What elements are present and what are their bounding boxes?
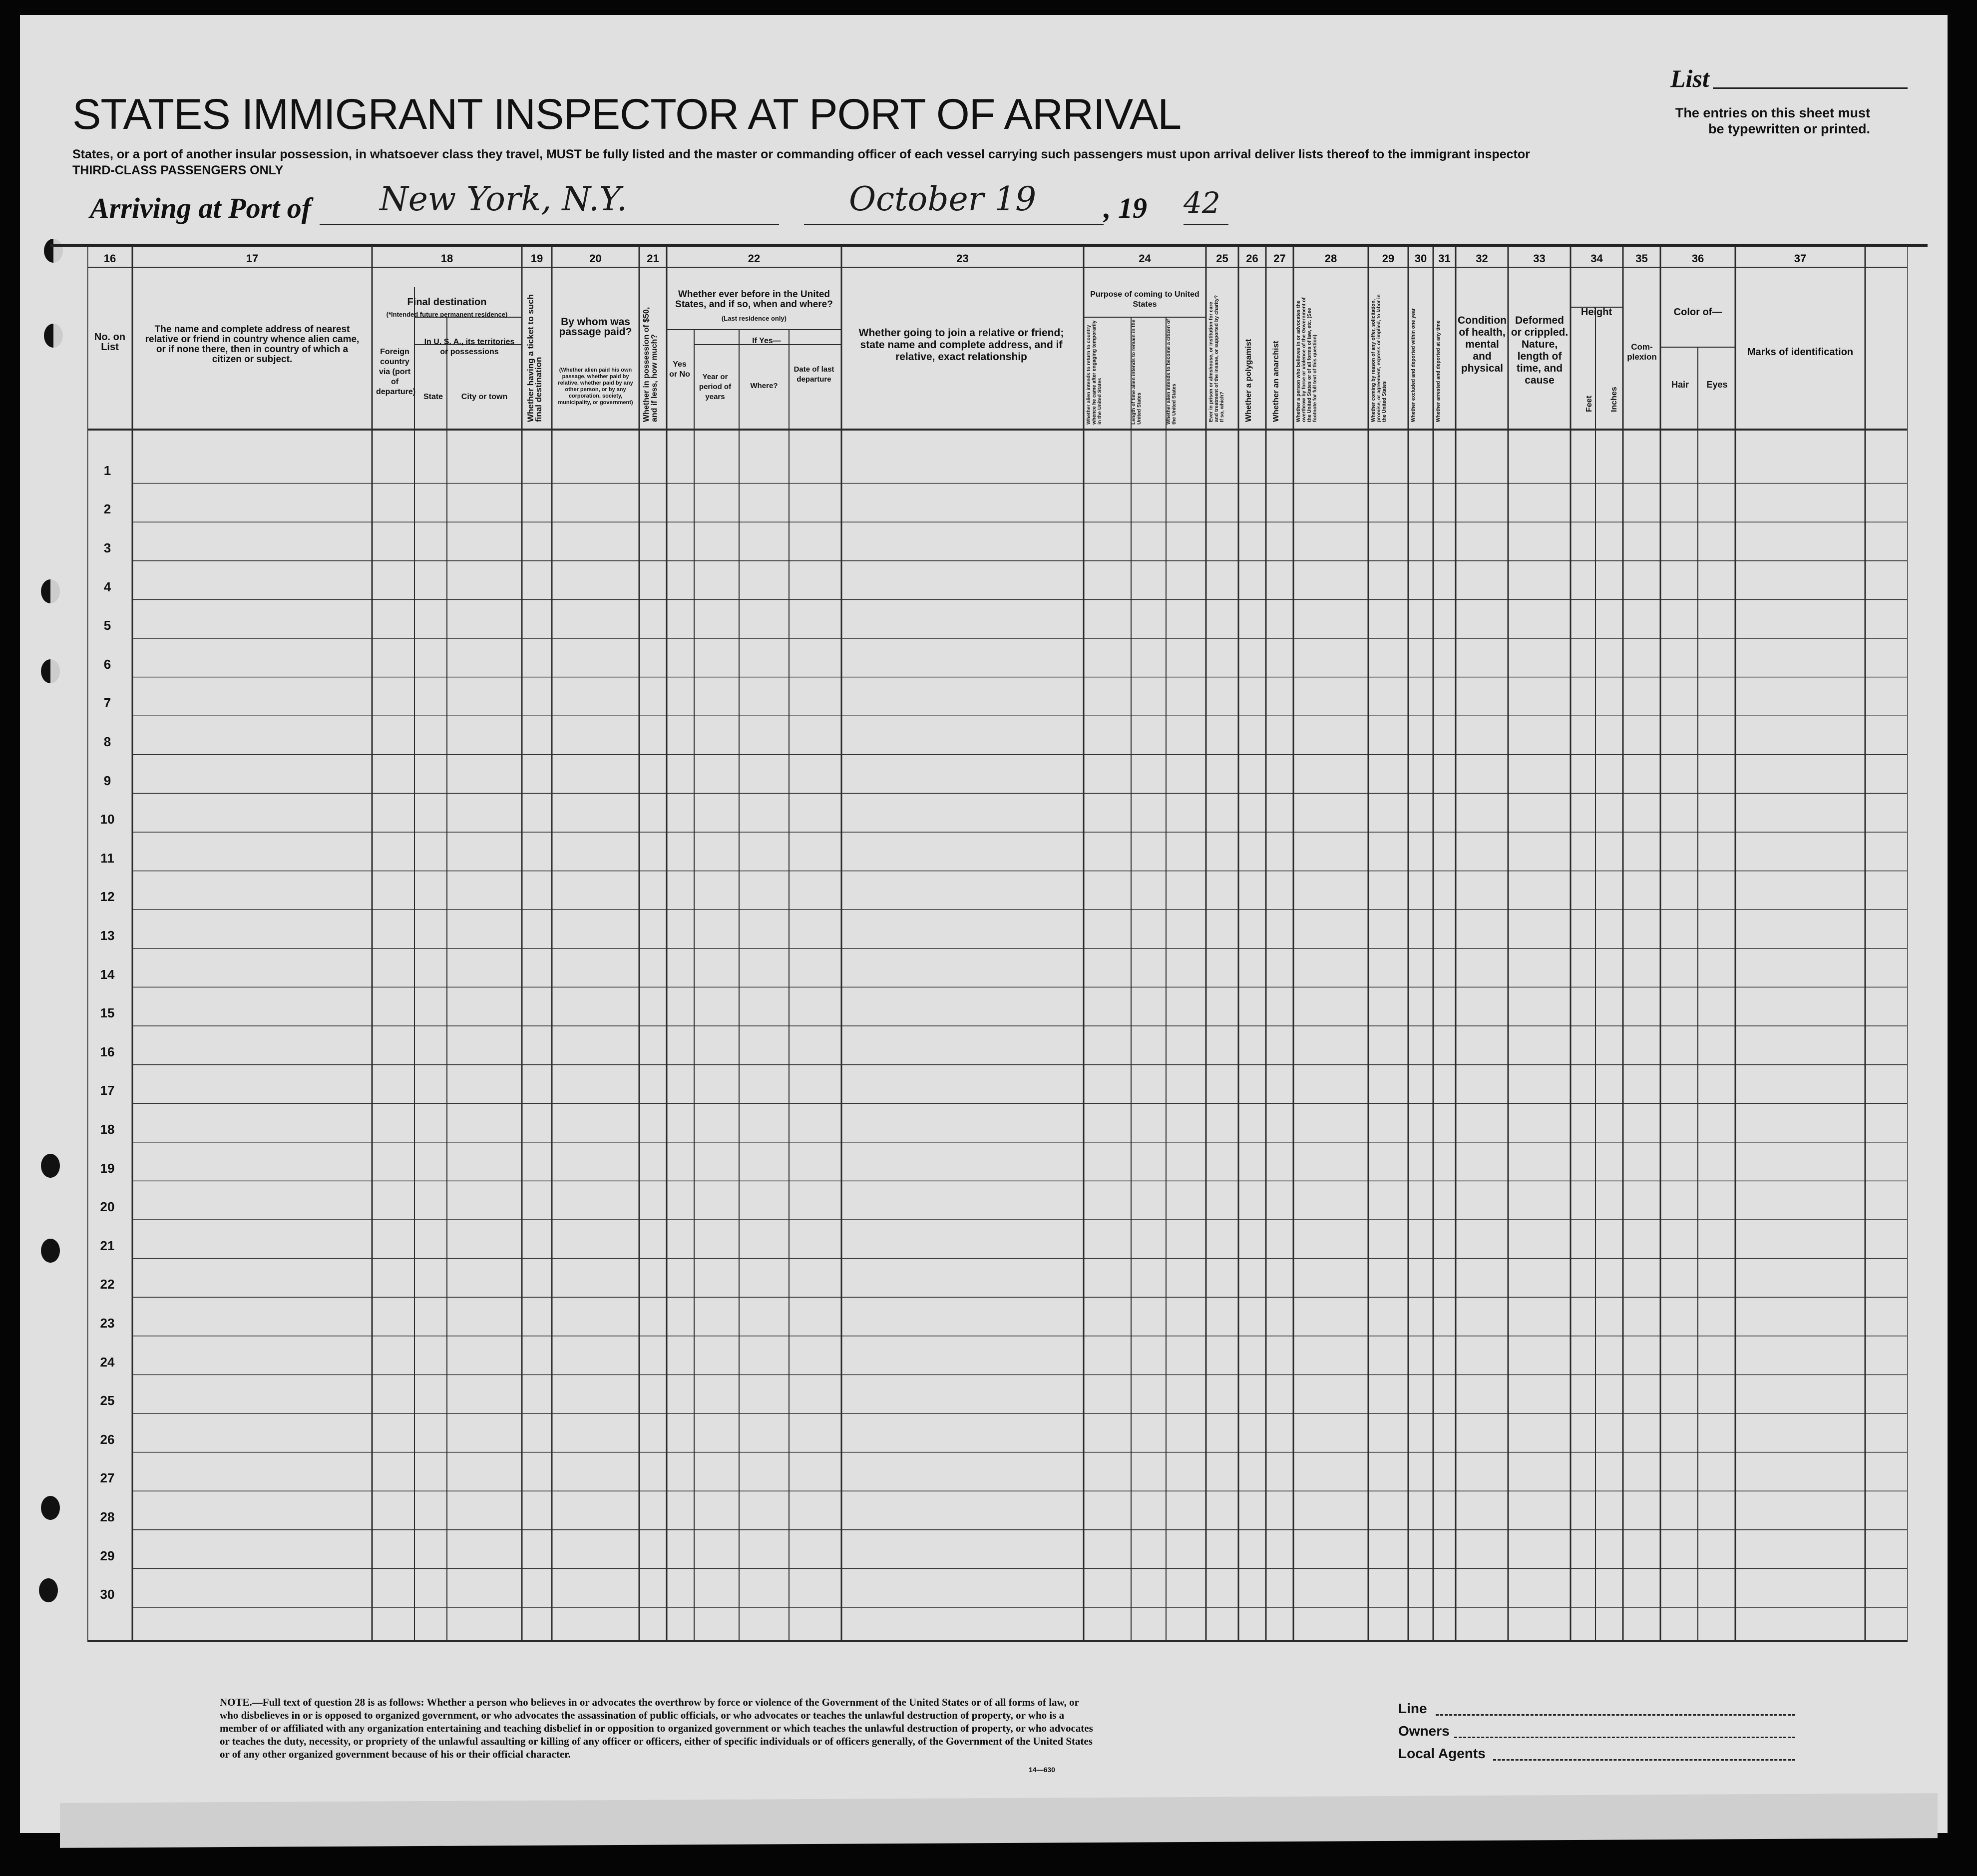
row-number: 12	[100, 889, 115, 905]
col-num-26: 26	[1246, 252, 1258, 265]
header-excluded-deported: Whether excluded and deported within one year	[1411, 308, 1416, 422]
row-number: 20	[100, 1199, 115, 1215]
row-number: 6	[103, 656, 111, 672]
col-num-17: 17	[246, 252, 259, 265]
col-num-19: 19	[530, 252, 543, 265]
row-number: 2	[103, 501, 111, 517]
date-handwritten: October 19	[849, 180, 1037, 218]
row-number: 28	[100, 1509, 115, 1524]
form-number: 14—630	[1029, 1766, 1055, 1774]
top-rule	[50, 244, 1928, 247]
header-deformed: Deformed or crippled. Nature, length of time, and cause	[1511, 315, 1569, 386]
col-num-30: 30	[1414, 252, 1427, 265]
punch-hole	[41, 1496, 60, 1520]
year-handwritten: 42	[1184, 186, 1220, 220]
entries-note: The entries on this sheet must be typewritten or printed.	[1675, 105, 1870, 136]
punch-hole	[41, 579, 60, 603]
header-prison: Ever in prison or almshouse, or institution for care and treatment of the insane, or supported by charity? If so, which?	[1208, 295, 1225, 422]
header-ticket: Whether having a ticket to such final destination	[526, 294, 543, 422]
header-passage-paid: By whom was passage paid?	[559, 316, 632, 338]
header-yes-no: Yes or No	[669, 360, 690, 379]
year-prefix: , 19	[1104, 192, 1147, 224]
table-grid	[87, 247, 1908, 1656]
header-purpose-citizen: Whether alien intends to become a citizen of the United States	[1166, 319, 1177, 425]
list-number-field[interactable]	[1713, 87, 1908, 89]
punch-hole	[44, 239, 63, 263]
header-inches: Inches	[1610, 387, 1618, 412]
row-number: 10	[100, 812, 115, 827]
row-number: 25	[100, 1393, 115, 1408]
header-complexion: Com-plexion	[1627, 342, 1657, 362]
header-in-usa: In U. S. A., its territories or possessions	[424, 338, 515, 356]
punch-hole	[41, 659, 60, 683]
row-number: 14	[100, 966, 115, 982]
form-subtitle: States, or a port of another insular possession, in whatsoever class they travel, MUST be fully listed and the master or commanding officer of each vessel carrying such passengers must upon arrival deliver lists thereof to the immigrant inspector	[72, 147, 1530, 161]
row-number: 30	[100, 1587, 115, 1602]
header-fifty-dollars: Whether in possession of $50, and if less, how much?	[642, 307, 659, 422]
row-number: 8	[103, 734, 111, 749]
header-ever-in-us: Whether ever before in the United States, and if so, when and where?	[675, 289, 833, 310]
row-number: 23	[100, 1316, 115, 1331]
row-number: 3	[103, 540, 111, 555]
local-agents-label: Local Agents	[1398, 1746, 1486, 1761]
col-num-24: 24	[1139, 252, 1151, 265]
row-number: 17	[100, 1083, 115, 1098]
row-number: 16	[100, 1044, 115, 1059]
row-number: 11	[100, 850, 114, 866]
row-number: 29	[100, 1548, 115, 1563]
header-purpose-return: Whether alien intends to return to country whence he came after engaging temporarily in the United States	[1086, 320, 1103, 425]
header-where: Where?	[750, 382, 778, 390]
header-height: Height	[1581, 307, 1612, 318]
form-title: STATES IMMIGRANT INSPECTOR AT PORT OF ARRIVAL	[72, 90, 1182, 138]
punch-hole	[41, 1154, 60, 1178]
header-join-relative: Whether going to join a relative or friend; state name and complete address, and if relative, exact relationship	[858, 327, 1064, 363]
col-num-25: 25	[1216, 252, 1228, 265]
header-date-last-departure: Date of last departure	[793, 365, 834, 384]
header-feet: Feet	[1585, 396, 1593, 412]
col-num-31: 31	[1438, 252, 1451, 265]
punch-hole	[44, 324, 63, 348]
row-number: 21	[100, 1238, 115, 1253]
row-number: 24	[100, 1354, 115, 1370]
owners-field[interactable]	[1454, 1737, 1795, 1738]
header-anarchist: Whether an anarchist	[1272, 341, 1280, 422]
col-num-33: 33	[1533, 252, 1546, 265]
row-number: 27	[100, 1470, 115, 1486]
header-ever-in-us-sub: (Last residence only)	[721, 315, 787, 322]
header-state: State	[423, 393, 443, 401]
class-line: THIRD-CLASS PASSENGERS ONLY	[72, 163, 284, 177]
punch-hole	[39, 1578, 58, 1602]
col-num-34: 34	[1590, 252, 1603, 265]
header-year: Year or period of years	[699, 373, 732, 401]
header-passage-paid-sub: (Whether alien paid his own passage, whether paid by relative, whether paid by any other person, or by any corporation, society, municipality, or government)	[558, 367, 633, 406]
col-num-28: 28	[1324, 252, 1337, 265]
row-number: 26	[100, 1431, 115, 1447]
paper-edge	[60, 1793, 1938, 1848]
row-number: 1	[103, 463, 111, 478]
col-num-22: 22	[748, 252, 761, 265]
arriving-label: Arriving at Port of	[90, 192, 312, 224]
col-num-27: 27	[1273, 252, 1286, 265]
header-no-on-list: No. on List	[94, 332, 126, 353]
owners-label: Owners	[1398, 1723, 1450, 1739]
header-overthrow: Whether a person who believes in or advocates the overthrow by force or violence of the Government of the United States or of all forms of law, etc. (See footnote for full text of this question)	[1296, 297, 1318, 422]
year-field[interactable]	[1184, 224, 1228, 225]
row-number: 18	[100, 1122, 115, 1137]
row-number: 19	[100, 1160, 115, 1176]
row-number: 22	[100, 1277, 115, 1292]
header-if-yes: If Yes—	[752, 337, 781, 345]
header-hair: Hair	[1671, 380, 1689, 390]
header-final-destination-sub: (*Intended future permanent residence)	[386, 311, 508, 318]
header-foreign-country: Foreign country via (port of departure)	[376, 348, 416, 396]
header-marks: Marks of identification	[1747, 347, 1854, 358]
manifest-table	[87, 247, 1908, 1656]
line-label: Line	[1398, 1701, 1427, 1716]
punch-hole	[41, 1239, 60, 1263]
row-number: 4	[103, 579, 111, 594]
row-number: 5	[103, 618, 111, 633]
header-offer-labor: Whether coming by reason of any offer, solicitation, promise, or agreement, express or implied, to labor in the United States	[1371, 294, 1387, 422]
col-num-29: 29	[1382, 252, 1395, 265]
header-purpose-length: Length of time alien intends to remain in the United States	[1131, 319, 1142, 425]
col-num-21: 21	[647, 252, 659, 265]
port-handwritten: New York, N.Y.	[380, 180, 627, 218]
row-number: 9	[103, 773, 111, 788]
header-health: Condition of health, mental and physical	[1458, 315, 1507, 374]
header-polygamist: Whether a polygamist	[1244, 339, 1253, 422]
row-number: 15	[100, 1005, 115, 1021]
col-num-32: 32	[1476, 252, 1488, 265]
col-num-20: 20	[589, 252, 602, 265]
col-num-35: 35	[1635, 252, 1648, 265]
header-nearest-relative: The name and complete address of nearest relative or friend in country whence alien came, or if none there, then in country of which a citizen or subject.	[145, 324, 360, 365]
col-num-36: 36	[1691, 252, 1704, 265]
header-final-destination: Final destination	[407, 297, 487, 308]
row-number: 13	[100, 928, 115, 943]
header-arrested-deported: Whether arrested and deported at any time	[1436, 320, 1441, 422]
header-city-or-town: City or town	[461, 393, 508, 401]
local-agents-field[interactable]	[1493, 1759, 1795, 1761]
col-num-16: 16	[103, 252, 116, 265]
list-label: List	[1670, 64, 1709, 92]
col-num-23: 23	[956, 252, 969, 265]
footnote-question-28: NOTE.—Full text of question 28 is as follows: Whether a person who believes in or advocates the overthrow by force or violence of the Government of the United States or of all forms of law, or who disbelieves in or is opposed to organized government, or who advocates the assassination of public officials, or who advocates or teaches the unlawful destruction of property, or who is a member of or affiliated with any organization entertaining and teaching disbelief in or opposition to organized government or which teaches the unlawful destruction of property, or who advocates or teaches the duty, necessity, or propriety of the unlawful assaulting or killing of any officer or officers, either of specific individuals or of officers generally, of the Government of the United States or of any other organized government because of his or their official character.	[220, 1696, 1093, 1760]
header-purpose: Purpose of coming to United States	[1090, 290, 1199, 309]
line-field[interactable]	[1436, 1714, 1795, 1716]
port-field[interactable]	[320, 224, 779, 225]
row-number: 7	[103, 695, 111, 711]
col-num-18: 18	[440, 252, 453, 265]
col-num-37: 37	[1794, 252, 1807, 265]
header-eyes: Eyes	[1706, 380, 1728, 390]
date-field[interactable]	[804, 224, 1104, 225]
header-color-of: Color of—	[1673, 307, 1722, 318]
